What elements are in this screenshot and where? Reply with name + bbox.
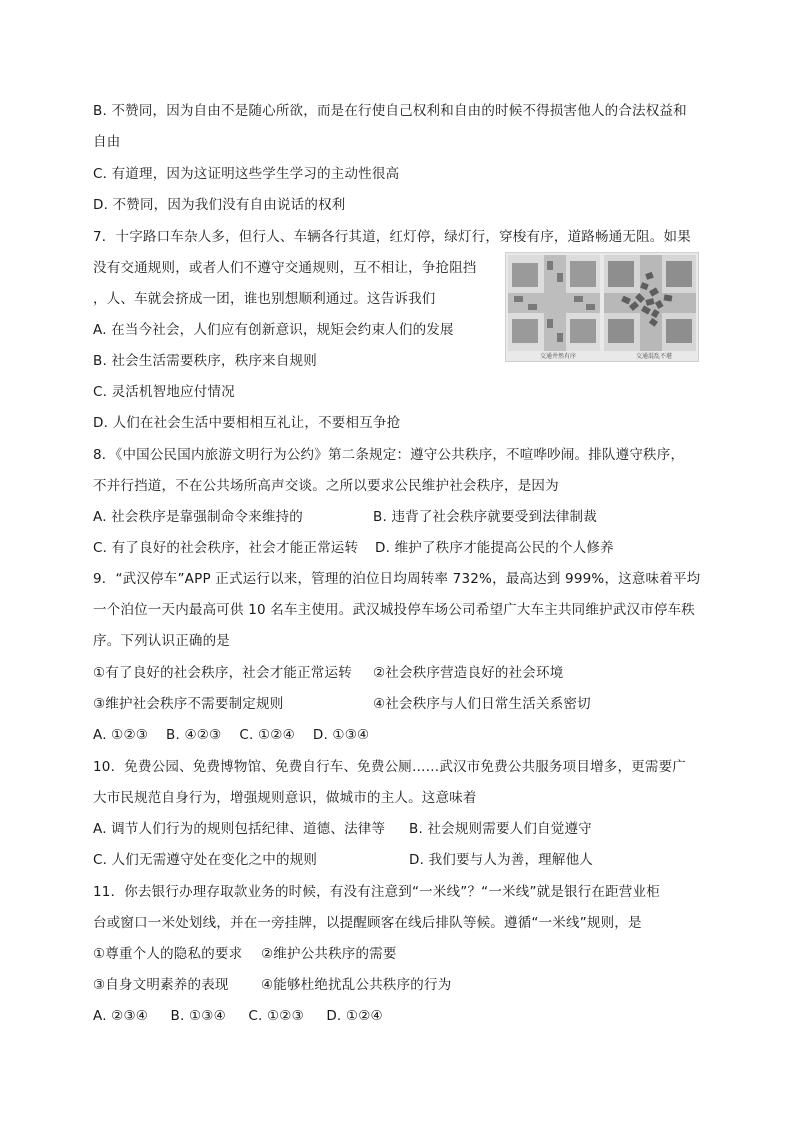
- q11-items-row1: [93, 945, 397, 963]
- q8-option-a: A. 社会秩序是靠强制命令来维持的: [93, 509, 303, 525]
- q9-stem-line1: 9．“武汉停车”APP 正式运行以来，管理的泊位日均周转率 732%，最高达到 999%，这意味着平均: [93, 571, 701, 587]
- q7-option-d: D. 人们在社会生活中要相相互礼让，不要相互争抢: [93, 415, 401, 431]
- q7-option-b: B. 社会生活需要秩序，秩序来自规则: [93, 353, 317, 369]
- q9-item-4: ④社会秩序与人们日常生活关系密切: [373, 696, 591, 712]
- q8-options-row1: [93, 508, 597, 526]
- q10-option-b: B. 社会规则需要人们自觉遵守: [409, 821, 592, 837]
- q10-stem-line1: 10．免费公园、免费博物馆、免费自行车、免费公厕……武汉市免费公共服务项目增多，更需要广: [93, 759, 686, 775]
- q11-stem-line2: 台或窗口一米处划线，并在一旁挂牌，以提醒顾客在线后排队等候。遵循“一米线”规则，是: [93, 915, 642, 931]
- q9-items-row2: [93, 695, 591, 713]
- q11-item-4: ④能够杜绝扰乱公共秩序的行为: [261, 977, 452, 993]
- q8-options-row2: [93, 539, 614, 557]
- figure-caption-right: 交通混乱不堪: [636, 353, 673, 360]
- q10-option-c: C. 人们无需遵守处在变化之中的规则: [93, 852, 318, 868]
- q9-item-3: ③维护社会秩序不需要制定规则: [93, 696, 284, 712]
- q9-stem-line2: 一个泊位一天内最高可供 10 名车主使用。武汉城投停车场公司希望广大车主共同维护武汉市停车秩: [93, 602, 695, 618]
- q9-items-row1: [93, 664, 564, 682]
- q11-item-3: ③自身文明素养的表现: [93, 977, 229, 993]
- q8-stem-line2: 不并行挡道，不在公共场所高声交谈。之所以要求公民维护社会秩序，是因为: [93, 478, 559, 494]
- q7-stem-line2: 没有交通规则，或者人们不遵守交通规则，互不相让，争抢阻挡: [93, 260, 477, 276]
- q9-item-1: ①有了良好的社会秩序，社会才能正常运转: [93, 665, 352, 681]
- q11-item-2: ②维护公共秩序的需要: [261, 946, 397, 962]
- q6-option-c: C. 有道理，因为这证明这些学生学习的主动性很高: [93, 166, 400, 182]
- figure-caption-left: 交通井然有序: [540, 353, 577, 360]
- q8-option-b: B. 违背了社会秩序就要受到法律制裁: [373, 509, 597, 525]
- q7-stem-line3: ，人、车就会挤成一团，谁也别想顺利通过。这告诉我们: [93, 291, 436, 307]
- q8-stem-line1: 8．《中国公民国内旅游文明行为公约》第二条规定：遵守公共秩序，不喧哗吵闹。排队遵守秩序，: [93, 447, 685, 463]
- q6-option-d: D. 不赞同，因为我们没有自由说话的权利: [93, 197, 346, 213]
- q6-option-b-line2: 自由: [93, 134, 121, 150]
- q9-stem-line3: 序。下列认识正确的是: [93, 633, 230, 649]
- q8-option-c: C. 有了良好的社会秩序，社会才能正常运转: [93, 540, 359, 556]
- q10-stem-line2: 大市民规范自身行为，增强规则意识，做城市的主人。这意味着: [93, 790, 477, 806]
- q10-option-d: D. 我们要与人为善，理解他人: [409, 852, 593, 868]
- traffic-illustration: [505, 252, 699, 362]
- q7-option-a: A. 在当今社会，人们应有创新意识，规矩会约束人们的发展: [93, 322, 454, 338]
- q10-options-row2: [93, 851, 593, 869]
- q11-answer-options: A. ②③④ B. ①③④ C. ①②③ D. ①②④: [93, 1008, 383, 1024]
- q11-items-row2: [93, 976, 452, 994]
- q6-option-b-line1: B. 不赞同，因为自由不是随心所欲，而是在行使自己权利和自由的时候不得损害他人的合法权益和: [93, 103, 687, 119]
- q8-option-d: D. 维护了秩序才能提高公民的个人修养: [375, 540, 614, 556]
- q9-answer-options: A. ①②③ B. ④②③ C. ①②④ D. ①③④: [93, 727, 370, 743]
- q9-item-2: ②社会秩序营造良好的社会环境: [373, 665, 564, 681]
- q10-options-row1: [93, 820, 592, 838]
- q11-stem-line1: 11．你去银行办理存取款业务的时候，有没有注意到“一米线”？“一米线”就是银行在距营业柜: [93, 884, 660, 900]
- q10-option-a: A. 调节人们行为的规则包括纪律、道德、法律等: [93, 821, 386, 837]
- q7-stem-line1: 7．十字路口车杂人多，但行人、车辆各行其道，红灯停，绿灯行，穿梭有序，道路畅通无阻。如果: [93, 229, 691, 245]
- q7-option-c: C. 灵活机智地应付情况: [93, 384, 235, 400]
- q11-item-1: ①尊重个人的隐私的要求: [93, 946, 243, 962]
